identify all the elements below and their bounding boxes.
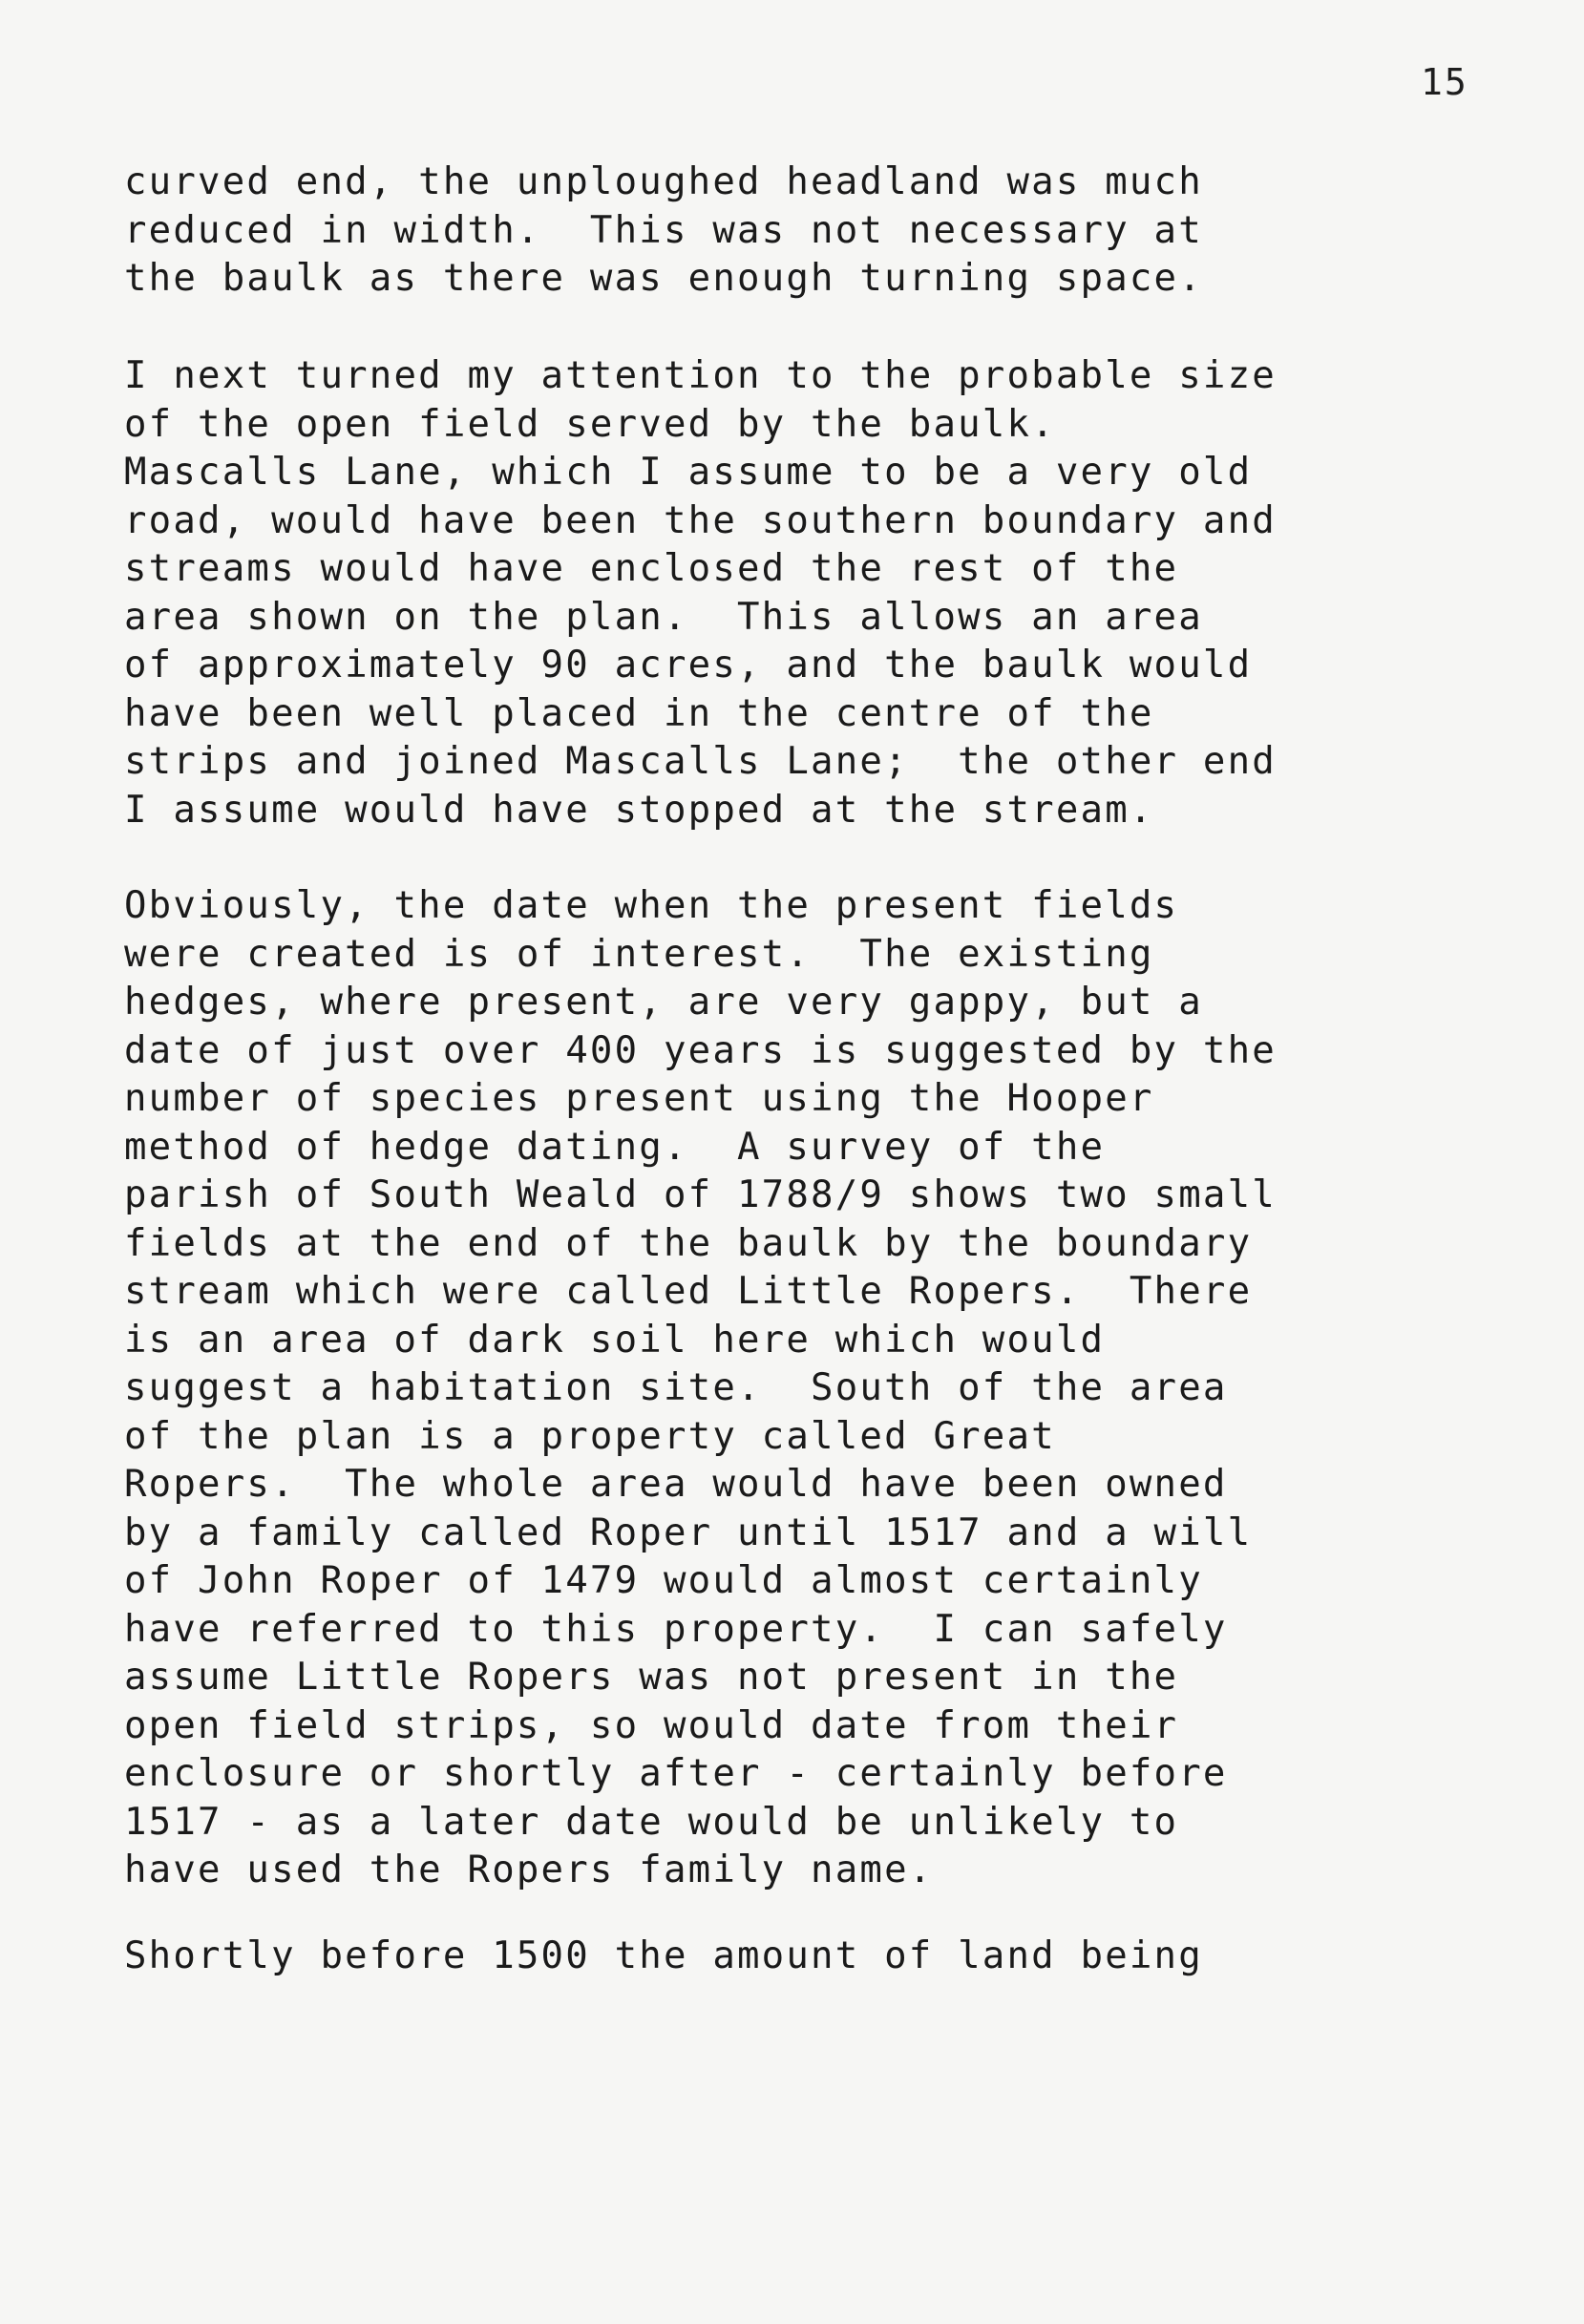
text-line: area shown on the plan. This allows an area: [124, 595, 1203, 639]
text-line: road, would have been the southern boundary and: [124, 498, 1277, 542]
text-line: by a family called Roper until 1517 and a will: [124, 1511, 1253, 1554]
text-line: fields at the end of the baulk by the boundary: [124, 1221, 1253, 1265]
text-line: suggest a habitation site. South of the area: [124, 1366, 1228, 1409]
text-line: have used the Ropers family name.: [124, 1849, 934, 1891]
text-line: number of species present using the Hooper: [124, 1077, 1154, 1120]
text-line: reduced in width. This was not necessary at: [124, 208, 1203, 252]
text-line: I assume would have stopped at the stream.: [124, 788, 1154, 832]
text-line: of approximately 90 acres, and the baulk would: [124, 644, 1253, 687]
text-line: have referred to this property. I can safely: [124, 1607, 1228, 1651]
text-line: I next turned my attention to the probable size: [124, 354, 1277, 397]
text-line: strips and joined Mascalls Lane; the other end: [124, 740, 1277, 783]
text-line: curved end, the unploughed headland was much: [124, 160, 1203, 203]
text-line: parish of South Weald of 1788/9 shows two small: [124, 1173, 1277, 1216]
text-line: the baulk as there was enough turning space.: [124, 257, 1203, 300]
text-line: 1517 - as a later date would be unlikely to: [124, 1800, 1179, 1844]
paragraph-land-amount: [124, 1933, 1499, 1981]
text-line: of the open field served by the baulk.: [124, 402, 1056, 446]
text-line: Mascalls Lane, which I assume to be a very old: [124, 451, 1253, 494]
text-line: of the plan is a property called Great: [124, 1414, 1056, 1458]
paragraph-field-dating: [124, 882, 1499, 1895]
text-line: Obviously, the date when the present fields: [124, 884, 1179, 927]
text-line: enclosure or shortly after - certainly before: [124, 1752, 1228, 1795]
text-line: have been well placed in the centre of the: [124, 691, 1154, 735]
text-line: stream which were called Little Ropers. There: [124, 1270, 1253, 1313]
text-line: assume Little Ropers was not present in the: [124, 1656, 1179, 1699]
paragraph-headland: [124, 158, 1499, 304]
text-line: hedges, where present, are very gappy, but a: [124, 981, 1203, 1024]
text-line: date of just over 400 years is suggested by the: [124, 1028, 1277, 1072]
text-line: is an area of dark soil here which would: [124, 1318, 1106, 1362]
text-line: Shortly before 1500 the amount of land being: [124, 1934, 1203, 1977]
paragraph-open-field: [124, 352, 1499, 835]
text-line: of John Roper of 1479 would almost certainly: [124, 1559, 1203, 1602]
text-line: open field strips, so would date from their: [124, 1703, 1179, 1747]
text-line: Ropers. The whole area would have been owned: [124, 1463, 1228, 1506]
text-line: method of hedge dating. A survey of the: [124, 1125, 1106, 1169]
text-line: were created is of interest. The existing: [124, 932, 1154, 976]
page-number: 15: [1421, 61, 1468, 103]
text-line: streams would have enclosed the rest of the: [124, 547, 1179, 590]
